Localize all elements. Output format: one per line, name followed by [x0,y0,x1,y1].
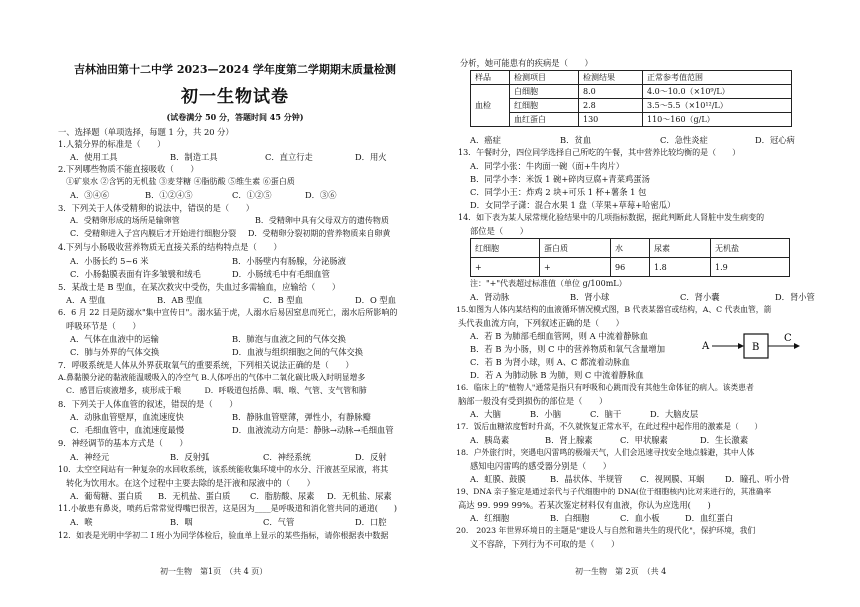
q8-option-d: D．血液流动方向是：静脉→动脉→毛细血管 [232,425,394,435]
q9-option-d: D．反射 [355,452,387,462]
question-16-cont: 脑部一般没有受到损伤的部位是（ ） [458,396,608,406]
question-15-cont: 头代表血流方向，下列叙述正确的是（ ） [458,318,624,328]
q5-option-a: A．A 型血 [66,295,106,305]
question-11: 11.小敏患有鼻炎，喷药后常常觉得嘴巴很苦，这是因为____是呼吸道和消化管共同的通道( ) [58,504,397,513]
question-17: 17．饭后血糖浓度暂时升高，不久就恢复正常水平，在此过程中起作用的激素是（ ） [456,422,763,431]
q16-option-c: C．脑干 [590,409,622,419]
q4-option-d: D．小肠绒毛中有毛细血管 [232,269,330,279]
q5-option-c: C．B 型血 [263,295,303,305]
header-cell: 尿素 [650,239,711,258]
urine-table-header [471,239,790,258]
question-3: 3．下列关于人体受精卵的说法中，错误的是（ ） [58,203,255,213]
q19-option-c: C．血小板 [620,513,660,523]
q12-option-b: B．贫血 [560,135,591,145]
q2-option-b: B．①②④⑤ [145,190,193,200]
question-1: 1.人猿分界的标准是（ ） [58,139,166,149]
sample-cell: 血检 [471,85,510,127]
organ-b-label: B [752,342,760,353]
question-18: 18．户外旅行时，突遇电闪雷鸣的极端天气，人们会迅速寻找安全地点躲避，其中人体 [456,448,755,457]
q7-option-ab: A.鼻黏膜分泌的黏液能温暖吸入的冷空气 B.人体呼出的气体中二氧化碳比吸入时明显增多 [58,373,366,382]
q1-option-c: C．直立行走 [265,152,313,162]
q7-option-cd: C．感冒后痰液增多，痰形成于喉 D．呼吸道包括鼻、咽、喉、气管、支气管和肺 [66,386,367,395]
question-14-cont: 部位是（ ） [470,226,529,236]
table-row [471,99,792,113]
table-cell: 3.5～5.5（×10¹²/L） [643,99,792,113]
question-6-cont: 呼吸环节是（ ） [66,321,141,331]
question-2: 2.下列哪些物质不能直接吸收（ ） [58,164,199,174]
q2-option-d: D．③⑥ [305,190,337,200]
q1-option-a: A．使用工具 [70,152,118,162]
table-row [471,113,792,127]
q19-option-a: A．红细胞 [470,513,510,523]
q18-option-d: D．瞳孔、听小骨 [725,474,790,484]
exam-title: 吉林油田第十二中学 2023—2024 学年度第二学期期末质量检测 [74,63,396,76]
table-cell: 2.8 [579,99,643,113]
footer-left: 初一生物 第1页 （共 4 页） [160,567,268,576]
table-cell: + [471,258,540,277]
q11-option-d: D．口腔 [355,517,387,527]
q9-option-c: C．神经系统 [263,452,311,462]
exam-subtitle: 初一生物试卷 [181,87,289,107]
q16-option-d: D．大脑皮层 [650,409,699,419]
header-cell: 无机盐 [711,239,790,258]
blood-table-header [471,71,792,85]
q11-option-c: C．气管 [263,517,295,527]
question-8: 8．下列关于人体血管的叙述，错误的是（ ） [58,399,238,409]
q13-option-b: B．同学小李：米饭 1 碗+碎肉豆腐+青菜鸡蛋汤 [470,174,650,184]
header-cell: 检测项目 [510,71,579,85]
q14-note: 注："+"代表超过标准值（单位 g/100mL） [470,279,627,288]
q15-option-d: D．若 A 为肺动脉 B 为肺，则 C 中流着静脉血 [470,370,644,380]
question-12: 12．如表是光明中学初二 I 班小为同学体检后，验血单上显示的某些指标，请你根据表中数据 [58,531,389,540]
q14-option-b: B．肾小球 [570,292,610,302]
q14-option-c: C．肾小囊 [680,292,720,302]
circulation-diagram [700,328,820,364]
q11-option-a: A．喉 [70,517,93,527]
q10-option-c: C．脂肪酸、尿素 [250,491,315,501]
q4-option-b: B．小肠壁内有肠腺，分泌肠液 [232,256,346,266]
table-cell: 110～160（g/L） [643,113,792,127]
q4-option-a: A．小肠长约 5~6 米 [70,256,149,266]
q13-option-c: C．同学小王：炸鸡 2 块+可乐 1 杯+薯条 1 包 [470,187,647,197]
table-cell: + [540,258,611,277]
q10-option-a: A．葡萄糖、蛋白质 [70,491,143,501]
q1-option-d: D．用火 [355,152,387,162]
q15-option-c: C．若 B 为肾小球，则 A、C 都流着动脉血 [470,357,630,367]
q15-option-b: B．若 B 为小肠，则 C 中的营养物质和氧气含量增加 [470,344,666,354]
table-cell: 1.9 [711,258,790,277]
question-19: 19、DNA 亲子鉴定是通过亲代与子代细胞中的 DNA(位于细胞核内)比对来进行的，其准确率 [456,487,772,496]
q12-option-d: D．冠心病 [755,135,795,145]
question-20-cont: 义不容辞，下列行为不可取的是（ ） [470,539,620,549]
q15-option-a: A．若 B 为肺部毛细血管网，则 A 中流着静脉血 [470,331,648,341]
urine-test-table [470,238,790,277]
q3-option-a: A．受精卵形成的场所是输卵管 [70,216,180,225]
q18-option-b: B．晶状体、半规管 [550,474,623,484]
q10-option-d: D．无机盐、尿素 [327,491,392,501]
question-10-cont: 转化为饮用水。在这个过程中主要去除的是汗液和尿液中的（ ） [66,478,315,488]
table-cell: 130 [579,113,643,127]
arrow-a-head [738,343,744,349]
arrow-c-head [794,343,800,349]
q3-option-d: D．受精卵分裂初期的营养物质来自卵黄 [248,229,391,238]
q18-option-a: A．虹膜、鼓膜 [470,474,526,484]
question-9: 9．神经调节的基本方式是（ ） [58,438,188,448]
q17-option-c: C．甲状腺素 [620,435,668,445]
question-18-cont: 感知电闪雷鸣的感受器分别是（ ） [470,461,612,471]
section-heading: 一、选择题（单项选择，每题 1 分，共 20 分） [58,127,234,137]
q13-option-a: A．同学小张：牛肉面一碗（面+牛肉片） [470,161,624,171]
q3-option-c: C．受精卵进入子宫内膜后才开始进行细胞分裂 [70,229,237,238]
q17-option-b: B．肾上腺素 [545,435,593,445]
q2-option-a: A．③④⑥ [70,190,110,200]
vessel-a-label: A [702,341,710,352]
question-4: 4.下列与小肠吸收营养物质无直接关系的结构特点是（ ） [58,242,282,252]
table-cell: 1.8 [650,258,711,277]
question-6: 6．6 月 22 日是防溺水"集中宣传日"。溺水猛于虎，人溺水后易因窒息而死亡，溺水后所影响的 [58,308,398,317]
q8-option-c: C．毛细血管中，血流速度最慢 [70,425,185,435]
q14-option-d: D．肾小管 [775,292,815,302]
q18-option-c: C．视网膜、耳蜗 [640,474,705,484]
header-cell: 正常参考值范围 [643,71,792,85]
q12-option-c: C．急性炎症 [660,135,708,145]
q10-option-b: B．无机盐、蛋白质 [158,491,231,501]
q3-option-b: B．受精卵中具有父母双方的遗传物质 [255,216,389,225]
question-7: 7．呼吸系统是人体从外界获取氧气的重要系统，下列相关说法正确的是（ ） [58,360,354,370]
footer-right: 初一生物 第 2页 （共 4 [575,567,667,576]
table-cell: 4.0～10.0（×10⁹/L） [643,85,792,99]
question-16: 16．临床上的"植物人"通常是指只有呼吸和心跳而没有其他生命体征的病人。该类患者 [456,383,754,392]
q2-option-c: C．①②⑤ [232,190,272,200]
question-12-cont: 分析，她可能患有的疾病是（ ） [460,58,593,68]
q19-option-d: D．血红蛋白 [685,513,734,523]
q6-option-b: B．肺泡与血液之间的气体交换 [232,334,346,344]
q5-option-b: B．AB 型血 [157,295,203,305]
header-cell: 样品 [471,71,510,85]
q4-option-c: C．小肠黏膜表面有许多皱襞和绒毛 [70,269,201,279]
table-row [471,258,790,277]
blood-test-table [470,70,792,127]
q5-option-d: D．O 型血 [355,295,396,305]
header-cell: 蛋白质 [540,239,611,258]
q11-option-b: B．咽 [170,517,193,527]
q17-option-d: D．生长激素 [700,435,749,445]
q12-option-a: A．癌症 [470,135,501,145]
vessel-c-label: C [784,333,792,344]
question-20: 20. 2023 年世界环境日的主题是"建设人与自然和谐共生的现代化"，保护环境，我们 [456,526,756,535]
question-13: 13．午餐时分，四位同学选择自己所吃的午餐，其中营养比较均衡的是（ ） [458,148,741,157]
q6-option-c: C．肺与外界的气体交换 [70,347,160,357]
question-10: 10．太空空间站有一种复杂的水回收系统，该系统能收集环境中的水分、汗液甚至尿液，将其 [58,465,389,474]
question-5: 5．某战士是 B 型血，在某次救灾中受伤，失血过多需输血，应输给（ ） [58,282,341,292]
table-cell: 8.0 [579,85,643,99]
q9-option-a: A．神经元 [70,452,110,462]
q6-option-d: D．血液与组织细胞之间的气体交换 [232,347,364,357]
table-cell: 红细胞 [510,99,579,113]
q17-option-a: A．胰岛素 [470,435,510,445]
question-15: 15.如图为人体内某结构的血液循环情况模式图，B 代表某器官或结构，A、C 代表血管，箭 [456,305,772,314]
table-row [471,85,792,99]
table-cell: 白细胞 [510,85,579,99]
q8-option-b: B．静脉血管壁薄，弹性小，有静脉瓣 [232,412,371,422]
q13-option-d: D．女同学子潇：混合水果 1 盘（苹果+草莓+哈密瓜） [470,200,676,210]
q9-option-b: B．反射弧 [170,452,210,462]
exam-note: (试卷满分 50 分，答题时间 45 分钟) [166,112,304,122]
q8-option-a: A．动脉血管壁厚，血流速度快 [70,412,184,422]
table-cell: 血红蛋白 [510,113,579,127]
header-cell: 红细胞 [471,239,540,258]
q19-option-b: B．白细胞 [550,513,590,523]
q6-option-a: A．气体在血液中的运输 [70,334,159,344]
q2-items: ①矿泉水 ②含钙的无机盐 ③麦芽糖 ④脂肪酸 ⑤维生素 ⑥蛋白质 [66,177,295,186]
header-cell: 检测结果 [579,71,643,85]
question-19-cont: 高达 99. 999 99%。若某次鉴定材料仅有血液，你认为应选用( ) [458,500,711,510]
q14-option-a: A．肾动脉 [470,292,510,302]
left-column [50,0,420,121]
q1-option-b: B．制造工具 [170,152,218,162]
header-cell: 水 [611,239,650,258]
question-14: 14．如下表为某人尿常规化验结果中的几项指标数据，据此判断此人肾脏中发生病变的 [458,213,765,222]
table-cell: 96 [611,258,650,277]
q16-option-b: B．小脑 [530,409,561,419]
q16-option-a: A．大脑 [470,409,501,419]
